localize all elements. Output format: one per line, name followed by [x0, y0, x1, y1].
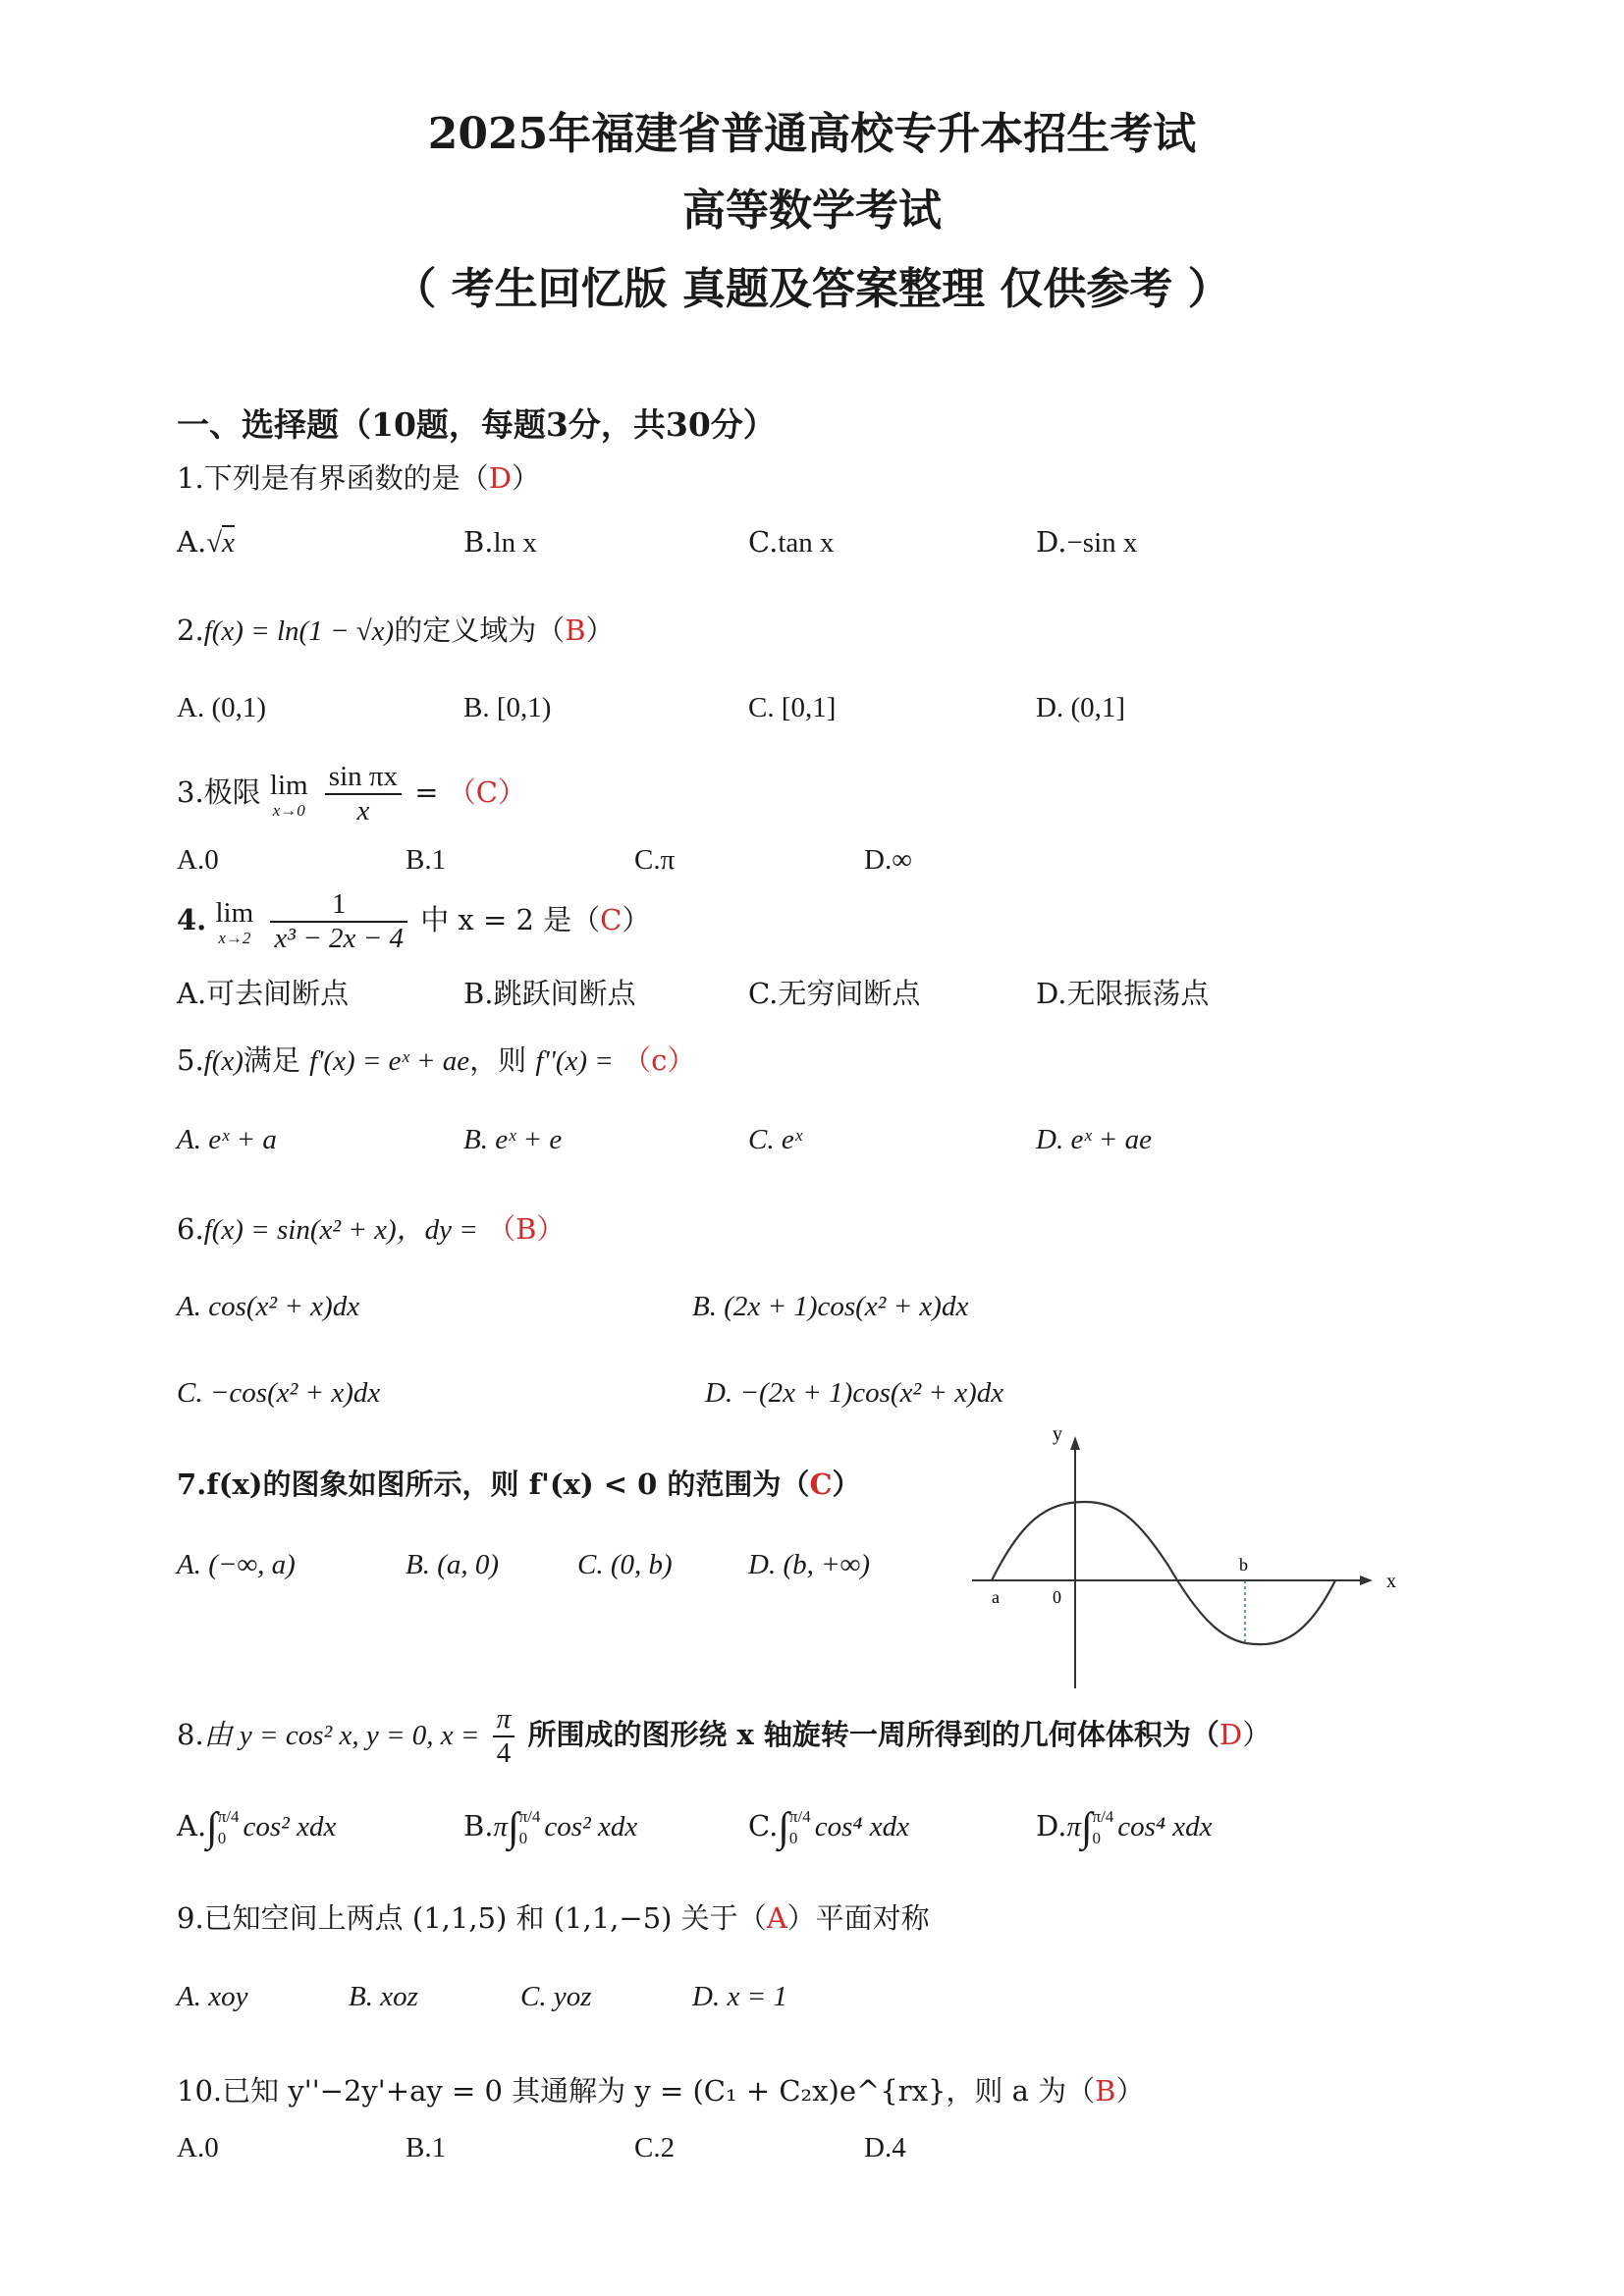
q8-option-c-limits	[789, 1806, 811, 1849]
q2-option-a: A. (0,1)	[177, 692, 267, 723]
q5-answer-close: ）	[667, 1043, 696, 1077]
integral-sign: ∫	[508, 1805, 519, 1850]
q6-answer: B	[515, 1212, 537, 1246]
q4-close: ）	[622, 903, 651, 936]
q4-fraction	[270, 888, 407, 955]
question-1	[177, 456, 540, 497]
q3-option-c: C.π	[634, 844, 676, 876]
q5-function: f(x)	[203, 1045, 244, 1077]
integral-sign: ∫	[778, 1805, 789, 1850]
integral-upper: π/4	[1092, 1807, 1114, 1826]
question-3	[177, 761, 526, 828]
q2-option-d: D. (0,1]	[1036, 692, 1126, 723]
q8-option-d-limits	[1092, 1806, 1113, 1849]
q2-close: ）	[585, 614, 615, 647]
q6-answer-open: （	[487, 1212, 516, 1246]
q5-option-a: A. eˣ + a	[177, 1124, 277, 1155]
q10-option-c: C.2	[634, 2132, 676, 2163]
sqrt-symbol: √	[206, 527, 223, 559]
q2-option-b: B. [0,1)	[463, 692, 552, 723]
q3-option-d: D.∞	[864, 844, 912, 876]
graph-label-b: b	[1239, 1555, 1248, 1575]
q3-answer-open: （	[447, 775, 476, 809]
q10-option-d: D.4	[864, 2132, 906, 2163]
q4-answer: C	[600, 903, 623, 936]
q1-option-d-label: D.	[1036, 525, 1067, 559]
q3-number: 3.	[177, 775, 204, 809]
q8-option-c-body: cos⁴ xdx	[814, 1811, 909, 1842]
q6-option-b: B. (2x + 1)cos(x² + x)dx	[692, 1291, 969, 1322]
q1-text: 下列是有界函数的是（	[203, 461, 489, 495]
q7-function-graph	[972, 1428, 1404, 1693]
q3-lim-word: lim	[269, 769, 308, 801]
question-10	[177, 2069, 1144, 2109]
integral-lower: 0	[788, 1829, 798, 1847]
q8-option-a-limits	[218, 1806, 240, 1849]
q10-answer: B	[1095, 2074, 1116, 2108]
integral-upper: π/4	[788, 1807, 811, 1826]
q8-option-d-prefix: π	[1066, 1811, 1081, 1842]
q10-close: ）	[1115, 2074, 1145, 2108]
q5-second-derivative: f''(x) =	[535, 1045, 614, 1077]
q8-text: 所围成的图形绕 x 轴旋转一周所得到的几何体体积为（	[527, 1718, 1219, 1751]
q3-text: 极限	[203, 775, 261, 809]
x-axis-arrow	[1360, 1575, 1373, 1585]
q5-option-c: C. eˣ	[748, 1124, 802, 1155]
integral-lower: 0	[217, 1829, 227, 1847]
q4-option-c: C.无穷间断点	[748, 977, 921, 1010]
q9-number: 9.	[177, 1901, 204, 1935]
q9-answer: A	[766, 1901, 787, 1935]
q10-number: 10.	[177, 2074, 223, 2108]
q4-limit	[216, 897, 254, 947]
question-6	[177, 1207, 565, 1248]
q5-text-satisfy: 满足	[243, 1043, 300, 1077]
q3-denominator: x	[356, 795, 370, 827]
title-line2: 高等数学考试	[682, 186, 942, 236]
y-axis-arrow	[1070, 1436, 1080, 1450]
q10-option-a: A.0	[177, 2132, 219, 2163]
q8-option-d-body: cos⁴ xdx	[1117, 1811, 1213, 1842]
q1-option-c	[748, 525, 835, 560]
q8-option-b-label: B.	[463, 1809, 494, 1842]
q8-option-a	[177, 1804, 336, 1851]
q7-option-d: D. (b, +∞)	[748, 1549, 871, 1580]
q3-option-b: B.1	[406, 844, 447, 876]
q1-option-a-label: A.	[177, 525, 207, 559]
q7-number: 7.	[177, 1468, 207, 1501]
q5-text-then: ，则	[469, 1043, 527, 1077]
q5-answer: c	[651, 1043, 668, 1077]
q6-option-a: A. cos(x² + x)dx	[177, 1291, 360, 1322]
integral-sign: ∫	[1080, 1805, 1093, 1850]
q8-number: 8.	[177, 1718, 204, 1751]
question-9	[177, 1896, 930, 1937]
q8-option-c-label: C.	[748, 1809, 779, 1842]
q7-close: ）	[832, 1468, 861, 1501]
q1-answer: D	[488, 461, 512, 495]
q7-option-a: A. (−∞, a)	[177, 1549, 296, 1580]
q6-option-c: C. −cos(x² + x)dx	[177, 1377, 381, 1409]
q4-text: 中 x = 2 是（	[420, 903, 601, 936]
q9-option-b: B. xoz	[349, 1981, 418, 2012]
q8-option-d-label: D.	[1036, 1809, 1067, 1842]
q2-answer: B	[565, 614, 586, 647]
q1-option-a	[177, 525, 235, 560]
q9-text: 已知空间上两点 (1,1,5) 和 (1,1,−5) 关于（	[203, 1901, 767, 1935]
q9-option-d: D. x = 1	[692, 1981, 787, 2012]
q8-option-a-label: A.	[177, 1809, 207, 1842]
q1-option-b	[463, 525, 537, 560]
integral-lower: 0	[1092, 1829, 1101, 1847]
q10-option-b: B.1	[406, 2132, 447, 2163]
q8-option-b-limits	[519, 1806, 541, 1849]
q8-equations: 由 y = cos² x, y = 0, x =	[203, 1720, 480, 1751]
q2-option-c: C. [0,1]	[748, 692, 837, 723]
q4-option-a: A.可去间断点	[177, 977, 350, 1010]
q4-denominator: x³ − 2x − 4	[274, 923, 404, 954]
question-8	[177, 1703, 1271, 1770]
q1-number: 1.	[177, 461, 204, 495]
q3-equals: =	[414, 775, 439, 809]
q2-text: 的定义域为（	[394, 614, 566, 647]
q4-option-b: B.跳跃间断点	[463, 977, 636, 1010]
integral-upper: π/4	[217, 1807, 240, 1826]
question-5	[177, 1039, 695, 1079]
q1-close: ）	[511, 461, 540, 495]
q2-number: 2.	[177, 614, 204, 647]
q7-option-c: C. (0, b)	[577, 1549, 673, 1580]
q8-option-b	[463, 1804, 637, 1851]
graph-label-a: a	[992, 1587, 1000, 1607]
title-line3: （ 考生回忆版 真题及答案整理 仅供参考 ）	[393, 264, 1231, 314]
q6-text: f(x) = sin(x² + x)，dy =	[203, 1214, 478, 1246]
question-4	[177, 888, 650, 955]
q1-option-d-expr: −sin x	[1066, 527, 1138, 559]
q8-close: ）	[1242, 1718, 1272, 1751]
q1-option-b-label: B.	[463, 525, 494, 559]
q9-option-a: A. xoy	[177, 1981, 248, 2012]
q3-fraction	[325, 761, 402, 828]
q4-lim-word: lim	[215, 896, 254, 929]
q8-option-b-body: cos² xdx	[544, 1811, 638, 1842]
q3-option-a: A.0	[177, 844, 219, 876]
q5-option-b: B. eˣ + e	[463, 1124, 563, 1155]
q3-lim-sub: x→0	[272, 800, 305, 820]
q5-option-d: D. eˣ + ae	[1036, 1124, 1152, 1155]
q5-derivative: f'(x) = eˣ + ae	[309, 1045, 470, 1077]
integral-upper: π/4	[518, 1807, 541, 1826]
q8-fraction	[493, 1703, 515, 1770]
graph-label-origin: 0	[1053, 1587, 1061, 1607]
q4-option-d: D.无限振荡点	[1036, 977, 1210, 1010]
section-title: 一、选择题（10题，每题3分，共30分）	[177, 405, 776, 444]
q1-option-c-expr: tan x	[778, 527, 835, 559]
q7-text: f(x)的图象如图所示，则 f'(x) < 0 的范围为（	[206, 1468, 810, 1501]
q7-option-b: B. (a, 0)	[406, 1549, 500, 1580]
q5-answer-open: （	[623, 1043, 652, 1077]
function-curve	[992, 1502, 1335, 1644]
q8-frac-numerator: π	[493, 1703, 515, 1737]
q4-number: 4.	[177, 903, 207, 936]
q9-close: ）平面对称	[786, 1901, 930, 1935]
q8-option-a-body: cos² xdx	[243, 1811, 337, 1842]
q1-option-b-expr: ln x	[493, 527, 537, 559]
q8-option-c	[748, 1804, 909, 1851]
q4-lim-sub: x→2	[218, 928, 251, 947]
q9-option-c: C. yoz	[520, 1981, 592, 2012]
q1-option-c-label: C.	[748, 525, 779, 559]
q3-answer: C	[475, 775, 498, 809]
q4-numerator: 1	[270, 888, 407, 923]
q2-function: f(x) = ln(1 − √x)	[203, 615, 395, 647]
q6-number: 6.	[177, 1212, 204, 1246]
q8-option-b-prefix: π	[493, 1811, 509, 1842]
q8-answer: D	[1218, 1718, 1243, 1751]
q5-number: 5.	[177, 1043, 204, 1077]
q3-limit	[270, 770, 308, 820]
q3-numerator: sin πx	[325, 761, 402, 795]
q1-option-d	[1036, 525, 1137, 560]
q6-answer-close: ）	[536, 1212, 566, 1246]
integral-lower: 0	[518, 1829, 528, 1847]
q8-frac-denominator: 4	[496, 1737, 512, 1769]
integral-sign: ∫	[206, 1805, 218, 1850]
q3-answer-close: ）	[498, 775, 527, 809]
q8-option-d	[1036, 1804, 1213, 1851]
q7-answer: C	[809, 1468, 833, 1501]
q10-text: 已知 y''−2y'+ay = 0 其通解为 y = (C₁ + C₂x)e^{rx}，则 a 为（	[222, 2074, 1096, 2108]
question-2	[177, 609, 615, 649]
q6-option-d: D. −(2x + 1)cos(x² + x)dx	[705, 1377, 1004, 1409]
title-line1: 2025年福建省普通高校专升本招生考试	[427, 109, 1197, 159]
graph-label-x: x	[1386, 1571, 1396, 1592]
graph-label-y: y	[1053, 1428, 1062, 1445]
question-7	[177, 1463, 861, 1503]
q1-option-a-expr: x	[222, 527, 235, 559]
